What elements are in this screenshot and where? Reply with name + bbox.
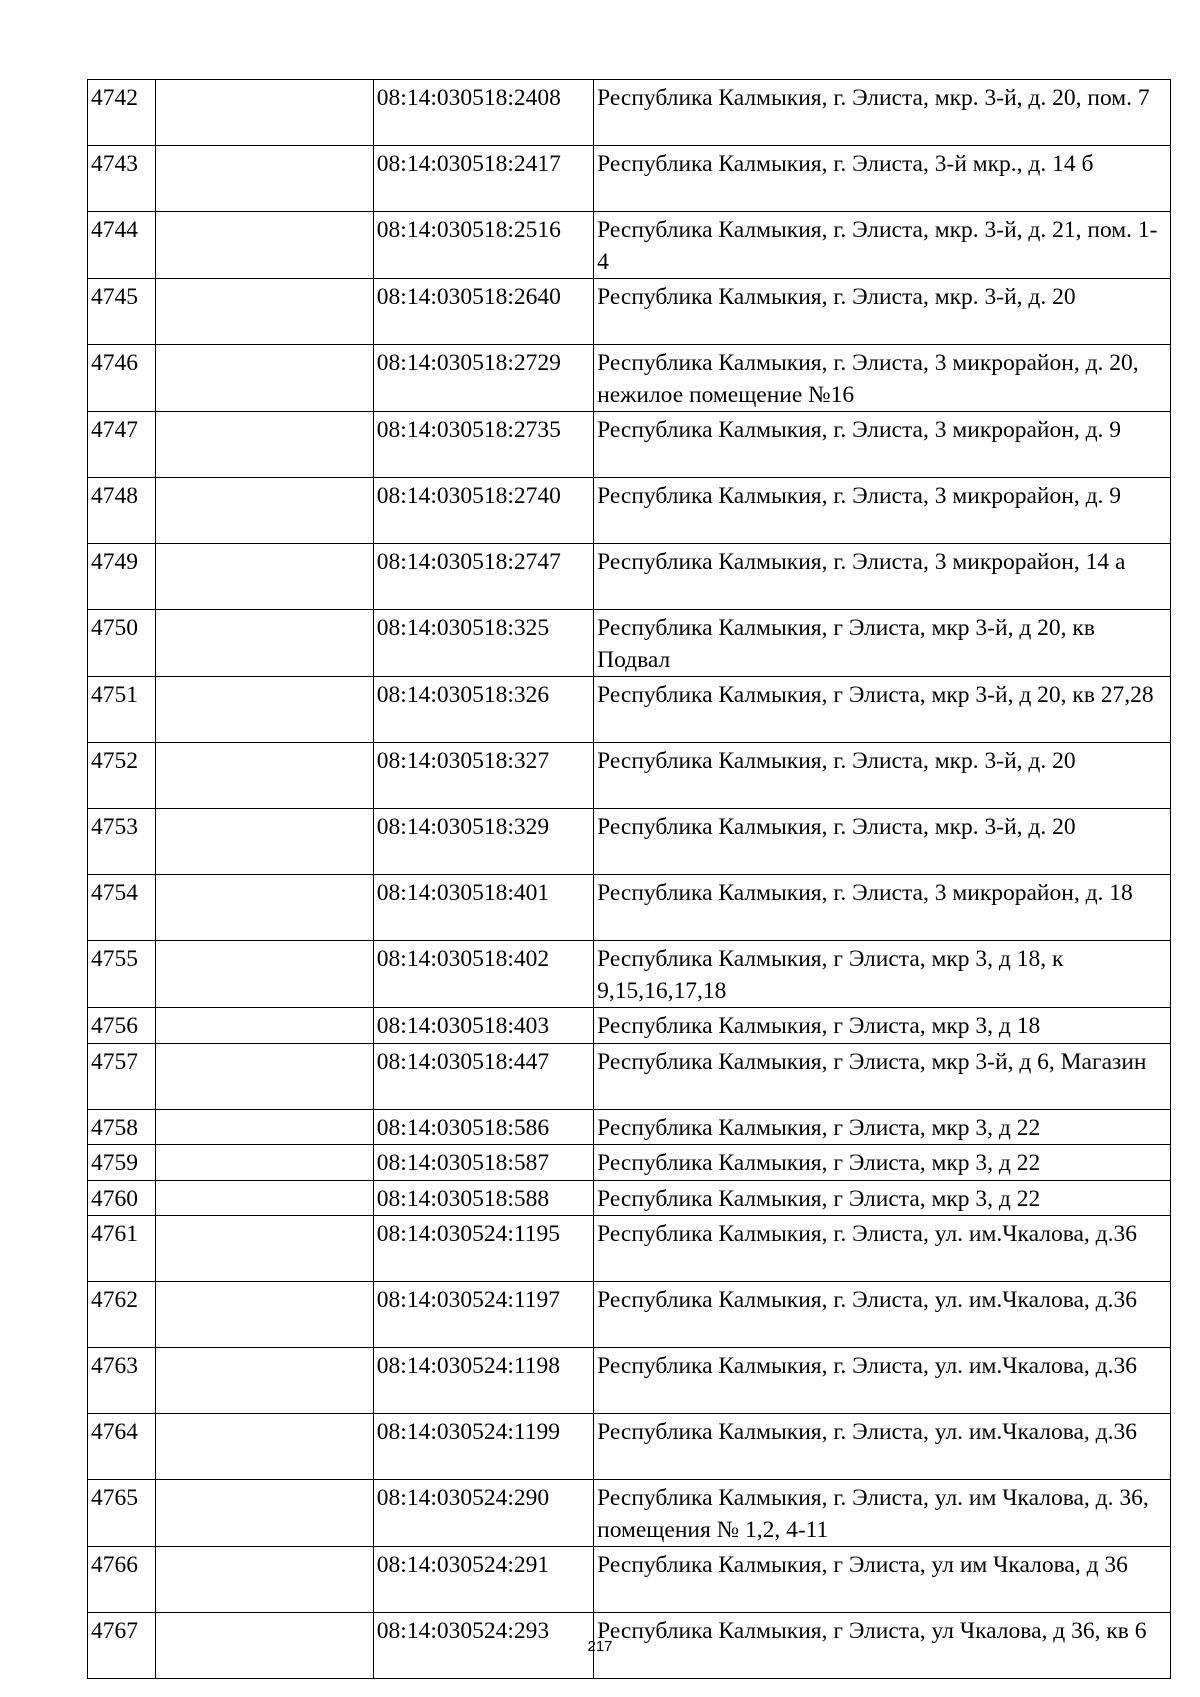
table-row [88,1547,1171,1613]
cadastral-number-cell: 08:14:030524:1198 [373,1348,593,1414]
table-row [88,941,1171,1008]
address-cell: Республика Калмыкия, г. Элиста, ул. им.Чкалова, д.36 [594,1216,1171,1282]
table-row [88,1216,1171,1282]
table-row [88,1008,1171,1044]
address-cell: Республика Калмыкия, г. Элиста, мкр. 3-й, д. 20 [594,279,1171,345]
cadastral-number-cell: 08:14:030524:1197 [373,1282,593,1348]
row-number-cell: 4744 [88,212,156,279]
address-cell: Республика Калмыкия, г Элиста, мкр 3, д 22 [594,1109,1171,1145]
table-row [88,212,1171,279]
cadastral-number-cell: 08:14:030518:586 [373,1109,593,1145]
table-row [88,875,1171,941]
object-name-cell [155,412,373,478]
row-number-cell: 4751 [88,677,156,743]
object-name-cell [155,809,373,875]
address-cell: Республика Калмыкия, г Элиста, мкр 3, д 18 [594,1008,1171,1044]
object-name-cell [155,1480,373,1547]
table-row [88,478,1171,544]
object-name-cell [155,345,373,412]
address-cell: Республика Калмыкия, г. Элиста, ул. им.Чкалова, д.36 [594,1282,1171,1348]
row-number-cell: 4764 [88,1414,156,1480]
address-cell: Республика Калмыкия, г. Элиста, 3 микрорайон, д. 20, нежилое помещение №16 [594,345,1171,412]
property-table [87,79,1171,1679]
cadastral-number-cell: 08:14:030518:326 [373,677,593,743]
cadastral-number-cell: 08:14:030518:2735 [373,412,593,478]
row-number-cell: 4767 [88,1613,156,1679]
address-cell: Республика Калмыкия, г. Элиста, 3 микрорайон, д. 9 [594,412,1171,478]
cadastral-number-cell: 08:14:030518:2408 [373,80,593,146]
row-number-cell: 4760 [88,1180,156,1216]
table-row [88,1414,1171,1480]
address-cell: Республика Калмыкия, г. Элиста, ул. им.Чкалова, д.36 [594,1414,1171,1480]
row-number-cell: 4753 [88,809,156,875]
address-cell: Республика Калмыкия, г Элиста, мкр 3, д 22 [594,1180,1171,1216]
address-cell: Республика Калмыкия, г. Элиста, мкр. 3-й, д. 21, пом. 1-4 [594,212,1171,279]
object-name-cell [155,1282,373,1348]
cadastral-number-cell: 08:14:030518:402 [373,941,593,1008]
cadastral-number-cell: 08:14:030518:587 [373,1145,593,1181]
cadastral-number-cell: 08:14:030518:2729 [373,345,593,412]
row-number-cell: 4755 [88,941,156,1008]
table-row [88,1282,1171,1348]
table-row [88,544,1171,610]
row-number-cell: 4754 [88,875,156,941]
row-number-cell: 4747 [88,412,156,478]
object-name-cell [155,1180,373,1216]
object-name-cell [155,279,373,345]
object-name-cell [155,1216,373,1282]
property-table-body [88,80,1171,1679]
cadastral-number-cell: 08:14:030518:2640 [373,279,593,345]
cadastral-number-cell: 08:14:030524:291 [373,1547,593,1613]
address-cell: Республика Калмыкия, г Элиста, ул им Чкалова, д 36 [594,1547,1171,1613]
object-name-cell [155,610,373,677]
address-cell: Республика Калмыкия, г. Элиста, мкр. 3-й, д. 20 [594,809,1171,875]
address-cell: Республика Калмыкия, г. Элиста, 3-й мкр., д. 14 б [594,146,1171,212]
cadastral-number-cell: 08:14:030518:401 [373,875,593,941]
row-number-cell: 4759 [88,1145,156,1181]
table-row [88,345,1171,412]
object-name-cell [155,478,373,544]
address-cell: Республика Калмыкия, г. Элиста, ул. им Чкалова, д. 36, помещения № 1,2, 4-11 [594,1480,1171,1547]
address-cell: Республика Калмыкия, г Элиста, мкр 3, д 22 [594,1145,1171,1181]
object-name-cell [155,212,373,279]
address-cell: Республика Калмыкия, г Элиста, мкр 3-й, д 20, кв Подвал [594,610,1171,677]
cadastral-number-cell: 08:14:030518:329 [373,809,593,875]
cadastral-number-cell: 08:14:030518:325 [373,610,593,677]
row-number-cell: 4743 [88,146,156,212]
table-row [88,146,1171,212]
object-name-cell [155,80,373,146]
row-number-cell: 4766 [88,1547,156,1613]
table-row [88,279,1171,345]
cadastral-number-cell: 08:14:030524:290 [373,1480,593,1547]
address-cell: Республика Калмыкия, г. Элиста, мкр. 3-й, д. 20, пом. 7 [594,80,1171,146]
cadastral-number-cell: 08:14:030518:2417 [373,146,593,212]
address-cell: Республика Калмыкия, г. Элиста, мкр. 3-й, д. 20 [594,743,1171,809]
row-number-cell: 4756 [88,1008,156,1044]
table-row [88,809,1171,875]
cadastral-number-cell: 08:14:030524:1195 [373,1216,593,1282]
object-name-cell [155,1109,373,1145]
object-name-cell [155,1008,373,1044]
object-name-cell [155,544,373,610]
address-cell: Республика Калмыкия, г Элиста, мкр 3-й, д 6, Магазин [594,1043,1171,1109]
object-name-cell [155,677,373,743]
address-cell: Республика Калмыкия, г Элиста, ул Чкалова, д 36, кв 6 [594,1613,1171,1679]
row-number-cell: 4761 [88,1216,156,1282]
table-row [88,743,1171,809]
object-name-cell [155,1414,373,1480]
address-cell: Республика Калмыкия, г. Элиста, 3 микрорайон, д. 9 [594,478,1171,544]
object-name-cell [155,146,373,212]
cadastral-number-cell: 08:14:030518:327 [373,743,593,809]
cadastral-number-cell: 08:14:030518:447 [373,1043,593,1109]
object-name-cell [155,1348,373,1414]
row-number-cell: 4742 [88,80,156,146]
row-number-cell: 4750 [88,610,156,677]
cadastral-number-cell: 08:14:030518:403 [373,1008,593,1044]
object-name-cell [155,743,373,809]
row-number-cell: 4757 [88,1043,156,1109]
table-row [88,1180,1171,1216]
address-cell: Республика Калмыкия, г. Элиста, 3 микрорайон, д. 18 [594,875,1171,941]
table-row [88,610,1171,677]
object-name-cell [155,1145,373,1181]
address-cell: Республика Калмыкия, г Элиста, мкр 3-й, д 20, кв 27,28 [594,677,1171,743]
address-cell: Республика Калмыкия, г. Элиста, 3 микрорайон, 14 а [594,544,1171,610]
table-row [88,412,1171,478]
table-row [88,1109,1171,1145]
object-name-cell [155,941,373,1008]
table-row [88,1145,1171,1181]
row-number-cell: 4746 [88,345,156,412]
cadastral-number-cell: 08:14:030524:1199 [373,1414,593,1480]
row-number-cell: 4748 [88,478,156,544]
page-number: 217 [587,1638,613,1655]
cadastral-number-cell: 08:14:030518:2740 [373,478,593,544]
table-row [88,1348,1171,1414]
address-cell: Республика Калмыкия, г. Элиста, ул. им.Чкалова, д.36 [594,1348,1171,1414]
row-number-cell: 4763 [88,1348,156,1414]
table-row [88,1480,1171,1547]
object-name-cell [155,1547,373,1613]
row-number-cell: 4752 [88,743,156,809]
cadastral-number-cell: 08:14:030518:588 [373,1180,593,1216]
object-name-cell [155,1043,373,1109]
row-number-cell: 4765 [88,1480,156,1547]
row-number-cell: 4762 [88,1282,156,1348]
object-name-cell [155,875,373,941]
cadastral-number-cell: 08:14:030518:2747 [373,544,593,610]
table-row [88,1043,1171,1109]
address-cell: Республика Калмыкия, г Элиста, мкр 3, д 18, к 9,15,16,17,18 [594,941,1171,1008]
cadastral-number-cell: 08:14:030524:293 [373,1613,593,1679]
table-row [88,80,1171,146]
row-number-cell: 4749 [88,544,156,610]
table-row [88,677,1171,743]
cadastral-number-cell: 08:14:030518:2516 [373,212,593,279]
row-number-cell: 4758 [88,1109,156,1145]
row-number-cell: 4745 [88,279,156,345]
